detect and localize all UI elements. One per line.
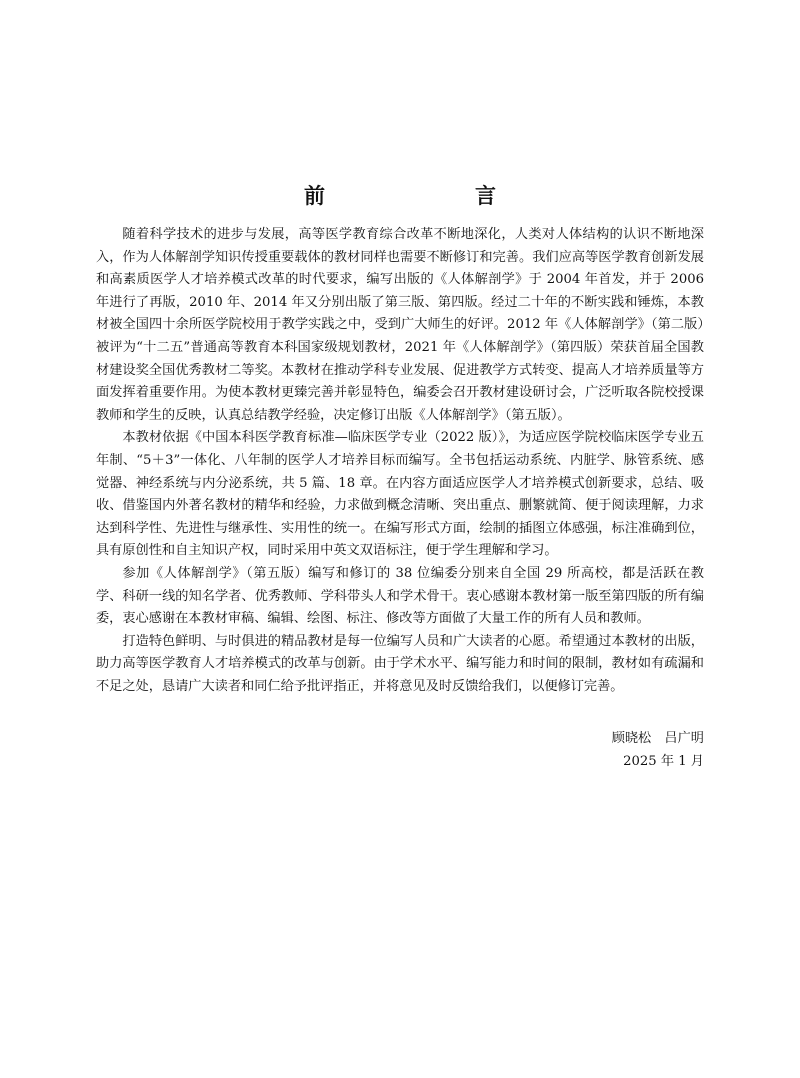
- paragraph: 随着科学技术的进步与发展，高等医学教育综合改革不断地深化，人类对人体结构的认识不断地深入，作为人体解剖学知识传授重要载体的教材同样也需要不断修订和完善。我们应高等医学教育创新发展和高素质医学人才培养模式改革的时代要求，编写出版的《人体解剖学》于 2004 年首发，并于 2006 年进行了再版，2010 年、2014 年又分别出版了第三版、第四版。经过二十年的不断实践和锤炼，本教材被全国四十余所医学院校用于教学实践之中，受到广大师生的好评。2012 年《人体解剖学》（第二版）被评为“十二五”普通高等教育本科国家级规划教材，2021 年《人体解剖学》（第四版）荣获首届全国教材建设奖全国优秀教材二等奖。本教材在推动学科专业发展、促进教学方式转变、提高人才培养质量等方面发挥着重要作用。为使本教材更臻完善并彰显特色，编委会召开教材建设研讨会，广泛听取各院校授课教师和学生的反映，认真总结教学经验，决定修订出版《人体解剖学》（第五版）。: [96, 227, 704, 423]
- author-names: 顾晓松 吕广明: [611, 731, 704, 746]
- paragraph: 本教材依据《中国本科医学教育标准—临床医学专业（2022 版）》，为适应医学院校临床医学专业五年制、“5＋3”一体化、八年制的医学人才培养目标而编写。全书包括运动系统、内脏学、脉管系统、感觉器、神经系统与内分泌系统，共 5 篇、18 章。在内容方面适应医学人才培养模式创新要求，总结、吸收、借鉴国内外著名教材的精华和经验，力求做到概念清晰、突出重点、删繁就简、便于阅读理解，力求达到科学性、先进性与继承性、实用性的统一。在编写形式方面，绘制的插图立体感强，标注准确到位，具有原创性和自主知识产权，同时采用中英文双语标注，便于学生理解和学习。: [96, 430, 704, 559]
- signature-block: [612, 728, 704, 773]
- page-title: 前 言: [304, 184, 532, 208]
- paragraph: 打造特色鲜明、与时俱进的精品教材是每一位编写人员和广大读者的心愿。希望通过本教材的出版，助力高等医学教育人才培养模式的改革与创新。由于学术水平、编写能力和时间的限制，教材如有疏漏和不足之处，恳请广大读者和同仁给予批评指正，并将意见及时反馈给我们，以便修订完善。: [96, 633, 704, 694]
- signature-date: 2025 年 1 月: [623, 753, 704, 769]
- paragraph: 参加《人体解剖学》（第五版）编写和修订的 38 位编委分别来自全国 29 所高校，都是活跃在教学、科研一线的知名学者、优秀教师、学科带头人和学术骨干。衷心感谢本教材第一版至第四版的所有编委，衷心感谢在本教材审稿、编辑、绘图、标注、修改等方面做了大量工作的所有人员和教师。: [96, 565, 704, 627]
- preface-body: [96, 224, 704, 698]
